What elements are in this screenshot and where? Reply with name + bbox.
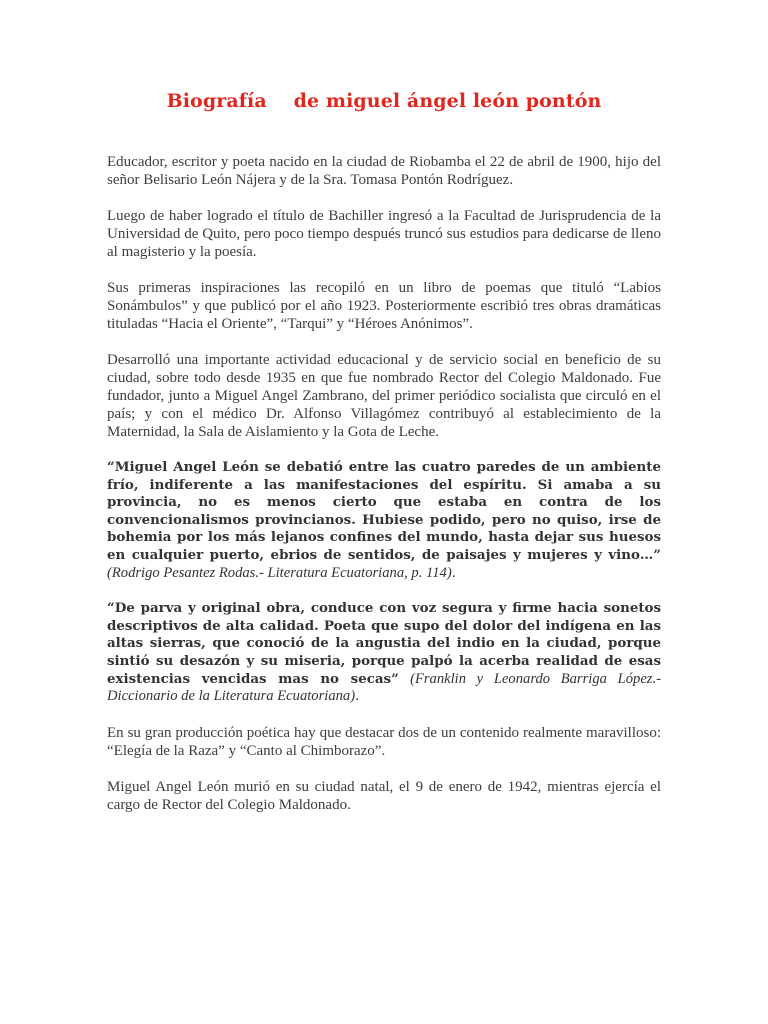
quote-pesantez-text: “Miguel Angel León se debatió entre las cuatro paredes de un ambiente frío, indiferente a las manifestaciones del espíritu. Si amaba a su provincia, no es menos cierto que estaba en contra de los convencionalismos provincianos. Hubiese podido, pero no quiso, irse de bohemia por los más lejanos confines del mundo, hasta dejar sus huesos en cualquier puerto, ebrios de sentidos, de paisajes y mujeres y vino…” <box>107 459 661 563</box>
quote-barriga-citation: (Franklin y Leonardo Barriga López.- Diccionario de la Literatura Ecuatoriana) <box>107 670 661 705</box>
paragraph-birth: Educador, escritor y poeta nacido en la ciudad de Riobamba el 22 de abril de 1900, hijo del señor Belisario León Nájera y de la Sra. Tomasa Pontón Rodríguez. <box>107 154 661 188</box>
paragraph-education: Luego de haber logrado el título de Bachiller ingresó a la Facultad de Jurisprudencia de la Universidad de Quito, pero poco tiempo después truncó sus estudios para dedicarse de lleno al magisterio y la poesía. <box>107 208 661 260</box>
quote-barriga <box>107 600 661 706</box>
document-title: Biografía de miguel ángel león pontón <box>166 90 602 112</box>
quote-pesantez-end: . <box>451 565 456 581</box>
paragraph-death: Miguel Angel León murió en su ciudad natal, el 9 de enero de 1942, mientras ejercía el cargo de Rector del Colegio Maldonado. <box>107 778 661 813</box>
quote-barriga-text: “De parva y original obra, conduce con voz segura y firme hacia sonetos descriptivos de alta calidad. Poeta que supo del dolor del indígena en las altas sierras, que conoció de la angustia del indio en la ciudad, porque sintió su desazón y su miseria, porque palpó la acerba realidad de esas existencias vencidas mas no secas” <box>107 600 661 687</box>
paragraph-poetic-production: En su gran producción poética hay que destacar dos de un contenido realmente maravilloso: “Elegía de la Raza” y “Canto al Chimborazo”. <box>107 724 661 759</box>
quote-pesantez <box>107 459 661 582</box>
document-page <box>107 90 661 832</box>
paragraph-social-activity: Desarrolló una importante actividad educacional y de servicio social en beneficio de su ciudad, sobre todo desde 1935 en que fue nombrado Rector del Colegio Maldonado. Fue fundador, junto a Miguel Angel Zambrano, del primer periódico socialista que circuló en el país; y con el médico Dr. Alfonso Villagómez contribuyó al establecimiento de la Maternidad, la Sala de Aislamiento y la Gota de Leche. <box>107 352 661 440</box>
paragraph-early-works: Sus primeras inspiraciones las recopiló en un libro de poemas que tituló “Labios Sonámbulos” y que publicó por el año 1923. Posteriormente escribió tres obras dramáticas tituladas “Hacia el Oriente”, “Tarqui” y “Héroes Anónimos”. <box>107 280 661 332</box>
quote-pesantez-citation: (Rodrigo Pesantez Rodas.- Literatura Ecuatoriana, p. 114) <box>107 564 452 581</box>
quote-barriga-end: . <box>355 689 360 705</box>
